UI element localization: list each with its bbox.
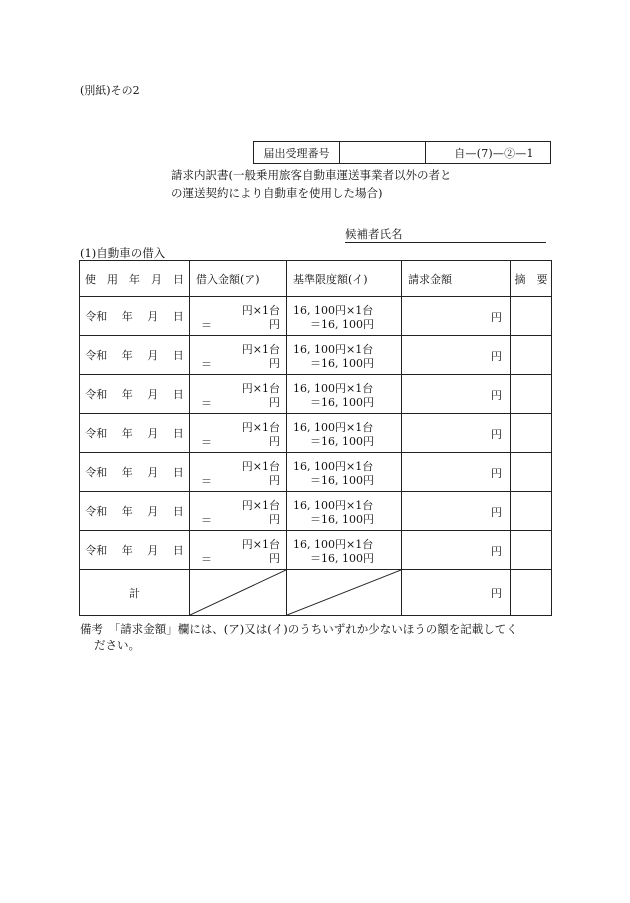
standard-limit-cell: [287, 375, 402, 414]
limit-total-text: ＝16, 100円: [310, 357, 374, 370]
claim-yen-unit: 円: [491, 311, 502, 324]
loan-unit-text: 円×1台: [241, 382, 280, 395]
total-limit-cell: [287, 570, 402, 616]
limit-total-text: ＝16, 100円: [310, 474, 374, 487]
claim-amount-cell: [402, 492, 511, 531]
loan-yen-unit: 円: [269, 513, 280, 526]
table-row: [80, 375, 552, 414]
loan-amount-cell: [190, 453, 287, 492]
loan-yen-unit: 円: [269, 357, 280, 370]
claim-yen-unit: 円: [491, 467, 502, 480]
loan-equals-sign: ＝: [201, 475, 212, 488]
usage-date-cell: 令和 年 月 日: [80, 414, 190, 453]
limit-total-text: ＝16, 100円: [310, 552, 374, 565]
table-row: [80, 414, 552, 453]
table-row: [80, 336, 552, 375]
document-title-line2: の運送契約により自動車を使用した場合): [171, 186, 383, 200]
limit-unit-text: 16, 100円×1台: [293, 304, 374, 317]
receipt-number-value: [340, 142, 426, 164]
loan-unit-text: 円×1台: [241, 538, 280, 551]
summary-cell: [511, 492, 552, 531]
loan-amount-cell: [190, 375, 287, 414]
usage-date-cell: 令和 年 月 日: [80, 492, 190, 531]
section-heading: (1)自動車の借入: [80, 246, 166, 260]
standard-limit-cell: [287, 297, 402, 336]
usage-date-cell: 令和 年 月 日: [80, 336, 190, 375]
claim-yen-unit: 円: [491, 389, 502, 402]
claim-yen-unit: 円: [491, 428, 502, 441]
limit-unit-text: 16, 100円×1台: [293, 382, 374, 395]
summary-cell: [511, 297, 552, 336]
loan-unit-text: 円×1台: [241, 343, 280, 356]
table-header-row: [80, 261, 552, 297]
total-label: 計: [80, 570, 190, 616]
summary-cell: [511, 414, 552, 453]
loan-yen-unit: 円: [269, 552, 280, 565]
table-row: [80, 531, 552, 570]
loan-equals-sign: ＝: [201, 397, 212, 410]
remarks-line1: 「請求金額」欄には、(ア)又は(イ)のうちいずれか少ないほうの額を記載してく: [114, 622, 518, 636]
loan-equals-sign: ＝: [201, 358, 212, 371]
total-summary-cell: [511, 570, 552, 616]
loan-equals-sign: ＝: [201, 514, 212, 527]
receipt-number-label: 届出受理番号: [254, 142, 340, 164]
table-row: [80, 492, 552, 531]
limit-unit-text: 16, 100円×1台: [293, 460, 374, 473]
claim-amount-cell: [402, 375, 511, 414]
limit-unit-text: 16, 100円×1台: [293, 421, 374, 434]
usage-date-cell: 令和 年 月 日: [80, 531, 190, 570]
loan-yen-unit: 円: [269, 474, 280, 487]
remarks: [80, 621, 558, 653]
loan-amount-cell: [190, 336, 287, 375]
claim-amount-cell: [402, 297, 511, 336]
loan-amount-cell: [190, 297, 287, 336]
claim-yen-unit: 円: [491, 350, 502, 363]
usage-date-cell: 令和 年 月 日: [80, 453, 190, 492]
summary-cell: [511, 453, 552, 492]
standard-limit-cell: [287, 336, 402, 375]
candidate-name-field: [345, 227, 546, 243]
table-row: [80, 453, 552, 492]
loan-unit-text: 円×1台: [241, 499, 280, 512]
limit-unit-text: 16, 100円×1台: [293, 343, 374, 356]
loan-yen-unit: 円: [269, 396, 280, 409]
diagonal-slash: [287, 570, 401, 615]
header-loan-amount: 借入金額(ア): [190, 261, 287, 297]
claim-amount-cell: [402, 531, 511, 570]
loan-amount-cell: [190, 531, 287, 570]
summary-cell: [511, 336, 552, 375]
claim-amount-cell: [402, 453, 511, 492]
header-claim-amount: 請求金額: [402, 261, 511, 297]
attachment-label: (別紙)その2: [80, 84, 140, 97]
document-title-line1: 請求内訳書(一般乗用旅客自動車運送事業者以外の者と: [171, 168, 452, 182]
limit-unit-text: 16, 100円×1台: [293, 538, 374, 551]
standard-limit-cell: [287, 531, 402, 570]
loan-equals-sign: ＝: [201, 436, 212, 449]
claim-yen-unit: 円: [491, 545, 502, 558]
loan-unit-text: 円×1台: [241, 421, 280, 434]
claim-amount-cell: [402, 414, 511, 453]
limit-total-text: ＝16, 100円: [310, 513, 374, 526]
limit-total-text: ＝16, 100円: [310, 396, 374, 409]
header-standard-limit: 基準限度額(イ): [287, 261, 402, 297]
standard-limit-cell: [287, 414, 402, 453]
claim-yen-unit: 円: [491, 506, 502, 519]
loan-equals-sign: ＝: [201, 553, 212, 566]
usage-date-cell: 令和 年 月 日: [80, 375, 190, 414]
loan-yen-unit: 円: [269, 318, 280, 331]
summary-cell: [511, 531, 552, 570]
remarks-line2: ださい。: [94, 638, 140, 652]
vehicle-rental-table: [79, 260, 552, 616]
limit-total-text: ＝16, 100円: [310, 435, 374, 448]
document-title: [171, 166, 451, 202]
claim-amount-cell: [402, 336, 511, 375]
limit-unit-text: 16, 100円×1台: [293, 499, 374, 512]
loan-amount-cell: [190, 414, 287, 453]
remarks-heading: 備考: [80, 622, 115, 636]
loan-yen-unit: 円: [269, 435, 280, 448]
usage-date-cell: 令和 年 月 日: [80, 297, 190, 336]
loan-unit-text: 円×1台: [241, 304, 280, 317]
total-claim-yen-unit: 円: [491, 587, 502, 600]
limit-total-text: ＝16, 100円: [310, 318, 374, 331]
receipt-form-code: 自—(7)—②—1: [426, 142, 551, 164]
loan-amount-cell: [190, 492, 287, 531]
diagonal-slash: [190, 570, 286, 615]
standard-limit-cell: [287, 453, 402, 492]
standard-limit-cell: [287, 492, 402, 531]
summary-cell: [511, 375, 552, 414]
total-loan-cell: [190, 570, 287, 616]
header-summary: 摘 要: [511, 261, 552, 297]
candidate-name-label: 候補者氏名: [345, 227, 403, 241]
total-row: [80, 570, 552, 616]
receipt-number-table: [253, 141, 551, 164]
table-row: [80, 297, 552, 336]
loan-unit-text: 円×1台: [241, 460, 280, 473]
loan-equals-sign: ＝: [201, 319, 212, 332]
header-usage-date: 使 用 年 月 日: [80, 261, 190, 297]
total-claim-cell: [402, 570, 511, 616]
